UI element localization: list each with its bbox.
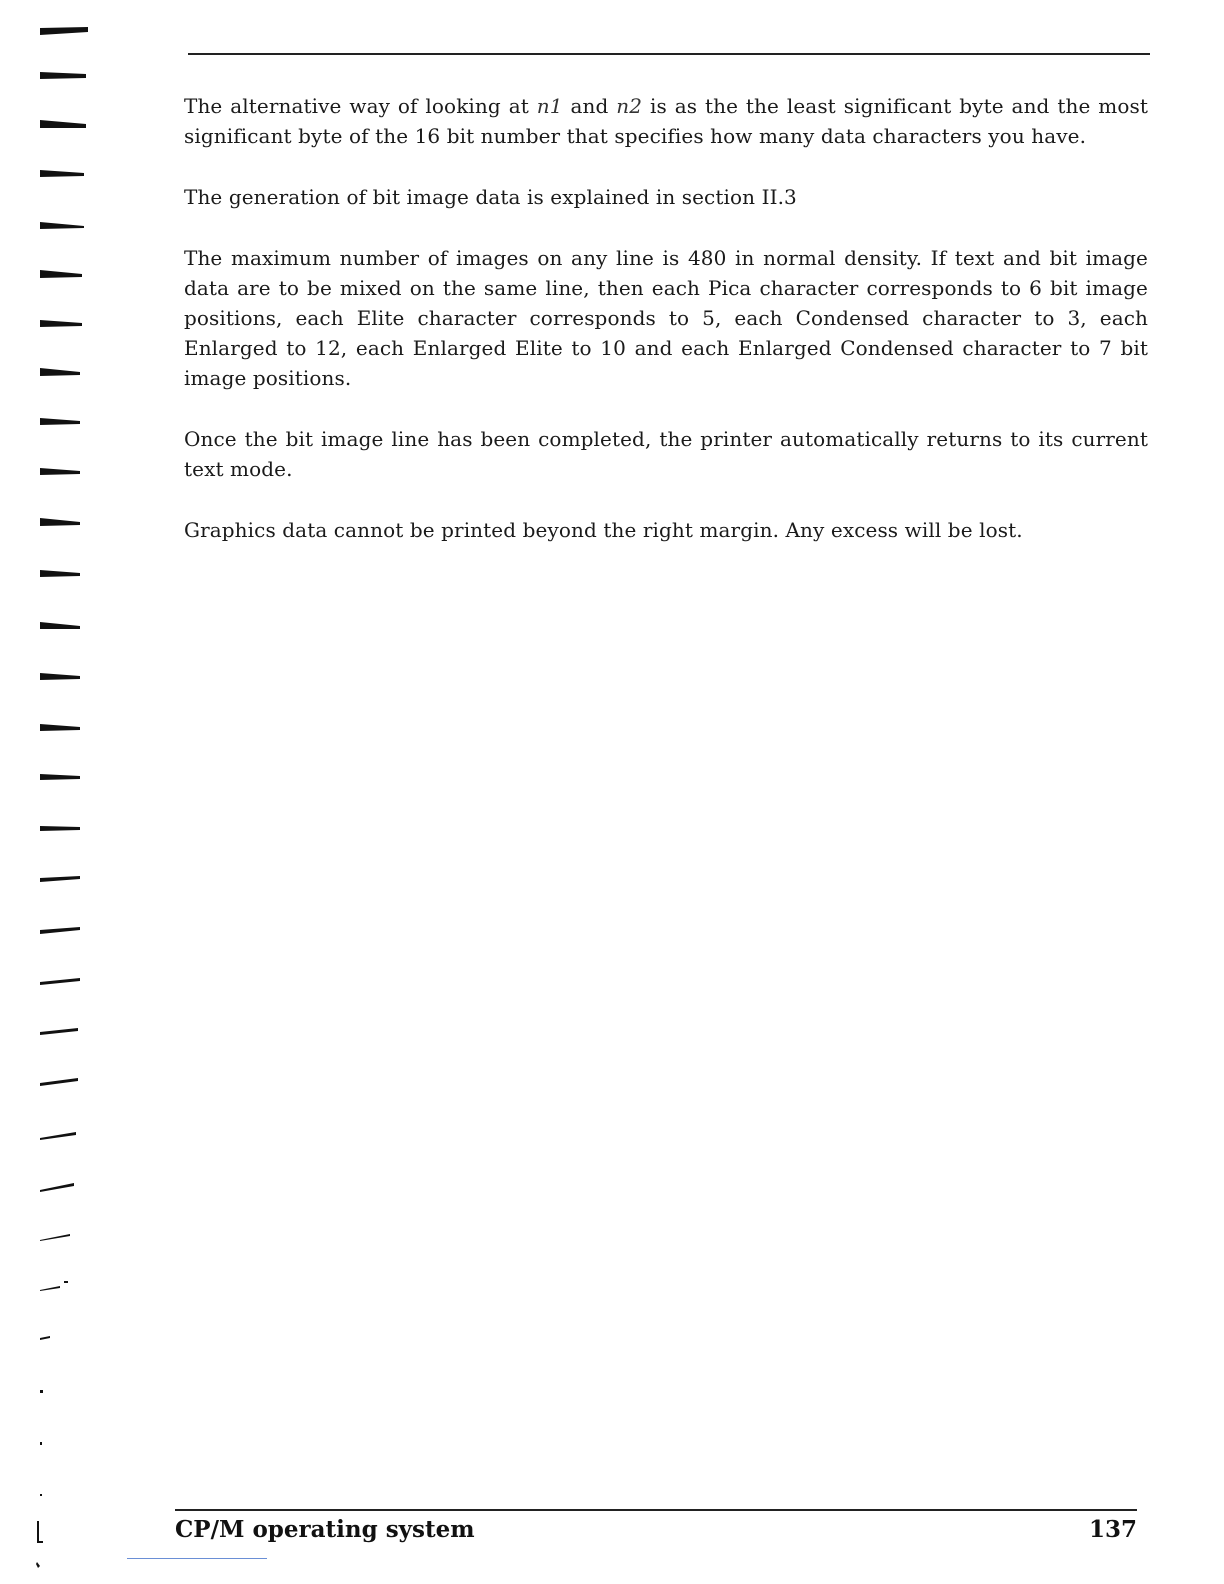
binding-mark bbox=[40, 170, 84, 177]
binding-mark bbox=[40, 1183, 74, 1192]
paragraph-maximum-images: The maximum number of images on any line is 480 in normal density. If text and bit image data are to be mixed on the same line, then each Pica character corresponds to 6 bit image positions, each Elite character corresponds to 5, each Condensed character to 3, each Enlarged to 12, each Enlarged Elite to 10 and each Enlarged Condensed character to 7 bit image positions. bbox=[184, 246, 1148, 390]
binding-mark bbox=[40, 368, 80, 376]
paragraph-text: and bbox=[562, 94, 617, 118]
binding-mark bbox=[40, 927, 80, 934]
paragraph-right-margin: Graphics data cannot be printed beyond the right margin. Any excess will be lost. bbox=[184, 518, 1023, 542]
binding-mark bbox=[40, 1442, 42, 1445]
footer-title: CP/M operating system bbox=[175, 1516, 475, 1543]
header-rule bbox=[188, 53, 1150, 55]
binding-mark bbox=[40, 468, 80, 475]
binding-mark bbox=[40, 1132, 76, 1140]
binding-mark bbox=[37, 1541, 43, 1543]
paragraph-text: The alternative way of looking at bbox=[184, 94, 537, 118]
body-text bbox=[184, 91, 1148, 576]
binding-mark bbox=[40, 1390, 43, 1393]
binding-mark bbox=[40, 1494, 42, 1496]
variable-n2: n2 bbox=[616, 94, 643, 118]
binding-mark bbox=[40, 978, 80, 985]
binding-mark bbox=[40, 120, 86, 128]
footer-rule bbox=[175, 1509, 1137, 1511]
binding-mark bbox=[40, 518, 80, 526]
binding-mark bbox=[40, 1234, 70, 1241]
binding-edge-marks bbox=[0, 0, 100, 1584]
binding-mark bbox=[40, 570, 80, 577]
scan-artifact-line bbox=[127, 1558, 267, 1559]
binding-mark bbox=[40, 270, 82, 278]
binding-mark bbox=[40, 826, 80, 831]
binding-mark bbox=[64, 1281, 68, 1283]
paragraph-text: is as the the least significant byte and the most significant byte of the 16 bit number that specifies how many data characters you have. bbox=[184, 94, 1148, 148]
binding-mark bbox=[40, 1336, 50, 1340]
binding-mark bbox=[40, 320, 82, 327]
binding-mark bbox=[40, 622, 80, 629]
paragraph-n1-n2 bbox=[184, 91, 1148, 151]
binding-mark bbox=[37, 1521, 39, 1543]
binding-mark bbox=[40, 876, 80, 882]
binding-mark bbox=[40, 1286, 60, 1291]
binding-mark bbox=[40, 774, 80, 780]
paragraph-bit-image-generation: The generation of bit image data is explained in section II.3 bbox=[184, 185, 797, 209]
binding-mark bbox=[40, 1078, 78, 1086]
binding-mark bbox=[40, 72, 86, 79]
binding-mark bbox=[36, 1562, 40, 1568]
binding-mark bbox=[40, 418, 80, 425]
paragraph-line-completed: Once the bit image line has been completed, the printer automatically returns to its current text mode. bbox=[184, 427, 1148, 481]
variable-n1: n1 bbox=[536, 94, 563, 118]
binding-mark bbox=[40, 673, 80, 680]
binding-mark bbox=[40, 222, 84, 229]
binding-mark bbox=[40, 1028, 78, 1035]
binding-mark bbox=[40, 724, 80, 731]
page-number: 137 bbox=[1088, 1516, 1137, 1543]
binding-mark bbox=[40, 27, 88, 35]
